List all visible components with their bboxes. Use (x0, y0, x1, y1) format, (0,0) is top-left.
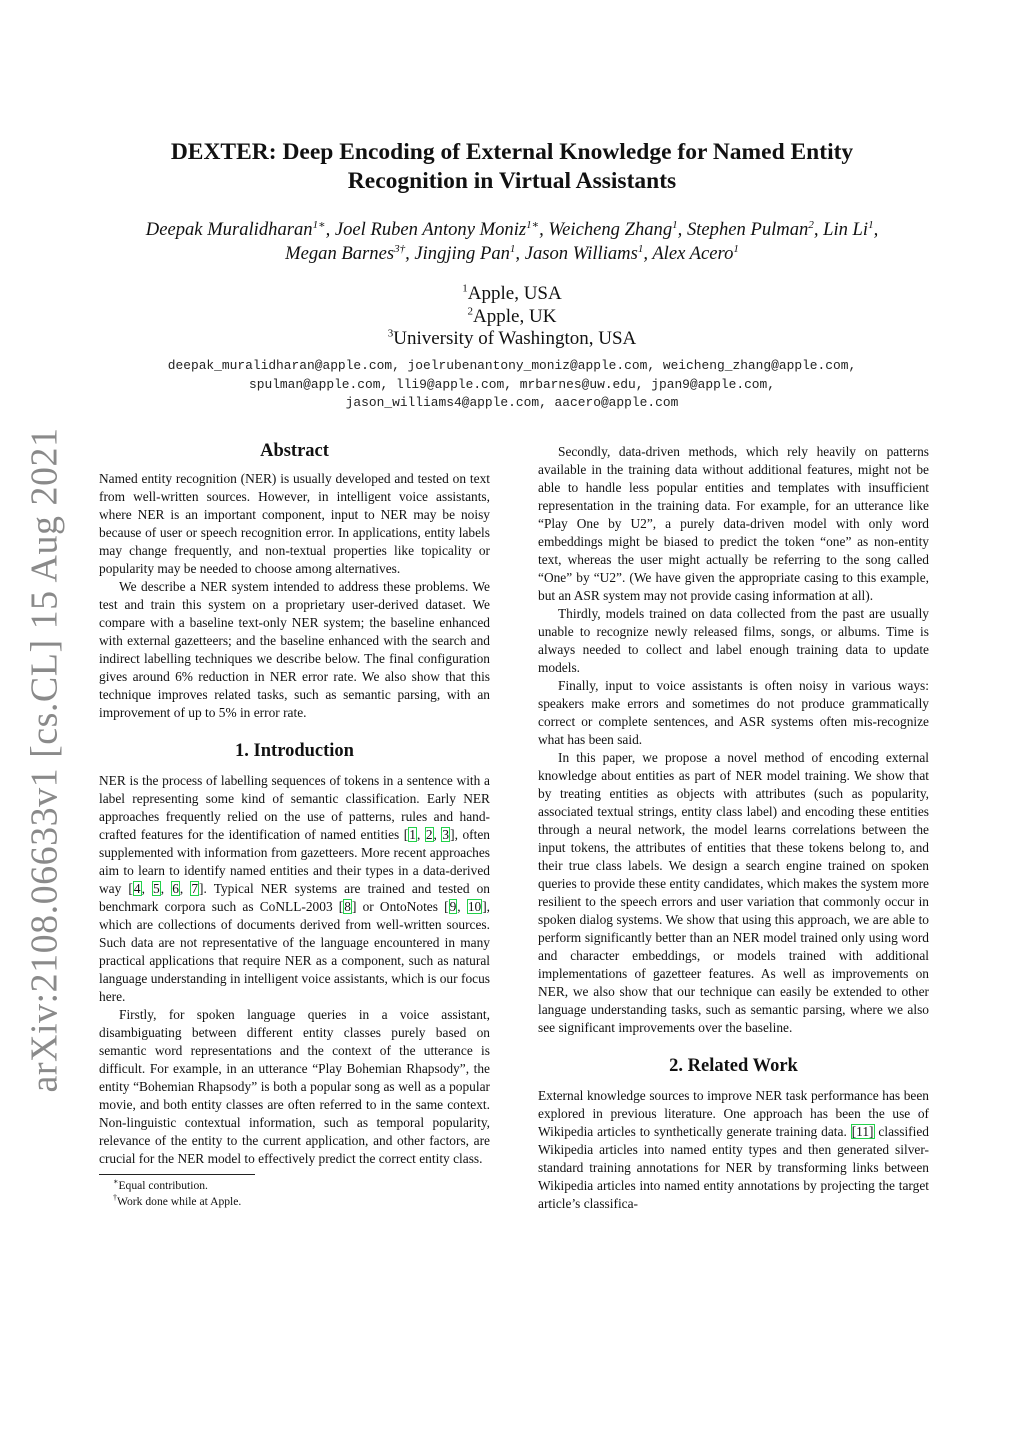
citation-link[interactable]: 6 (172, 881, 179, 896)
author-sep: , (515, 243, 525, 264)
related-work-heading: 2. Related Work (669, 1056, 798, 1076)
abstract-paragraph: Named entity recognition (NER) is usually developed and tested on text from well-written sources. However, in intelligent voice assistants, where NER is an important component, input to NER may be noisy because of user or speech recognition error. In applications, entity labels may change frequently, and non-textual properties like topicality or popularity may be needed to choose among alternatives. (99, 471, 490, 576)
author-mark: 1∗ (312, 218, 326, 231)
intro-paragraph: In this paper, we propose a novel method of encoding external knowledge about entities as part of NER model training. We show that by treating entities as objects with attributes (such as popularity, associated textual strings, entity class label) and encoding these entities through a neural network, the model learns correlations between the input tokens, the attributes of entities that these tokens belong to, and their true class labels. We design a search engine trained on spoken queries to provide these entity candidates, which makes the system more resilient to the speech errors and user variation that commonly occur in spoken dialog systems. We show that using this approach, we are able to perform significantly better than an NER model trained only using word and character embeddings, or models trained with additional implementations of gazetteer features. As well as improvements on NER, we also show that our technique can easily be extended to other language understanding tasks, such as semantic parsing, where we also see significant improvements over the baseline. (538, 750, 929, 1035)
affiliation-mark: 1 (462, 282, 468, 295)
author-sep: , (539, 219, 549, 240)
author-mark: 1 (733, 242, 739, 255)
author-mark: 3† (394, 242, 406, 255)
citation-link[interactable]: 4 (133, 881, 141, 896)
text-run: NER is the process of labelling sequences of tokens in a sentence with a label representing some kind of semantic classification. Early NER approaches frequently relied on the use of patterns, rules and hand-crafted features for the identification of named entities [ (99, 773, 490, 842)
footnote (113, 1194, 490, 1210)
author-list (80, 218, 944, 266)
author-mark: 1 (672, 218, 678, 231)
left-column (99, 440, 490, 1210)
email-list (80, 357, 944, 413)
affiliation-text: Apple, USA (467, 283, 562, 304)
text-run: ], which are collections of documents derived from well-written sources. Such data are not representative of the language encountered in many practical applications that require NER as a component, such as natural language understanding in intelligent voice assistants, which is our focus here. (99, 899, 491, 1004)
affiliation-mark: 2 (467, 305, 474, 318)
arxiv-stamp-text: arXiv:2108.06633v1 [cs.CL] 15 Aug 2021 (23, 427, 66, 1093)
footnote-text: Equal contribution. (118, 1179, 208, 1192)
author-sep: , (813, 219, 824, 240)
affiliation (100, 328, 924, 351)
citation-link[interactable]: 1 (409, 827, 416, 842)
author-name: Joel Ruben Antony Moniz (334, 219, 527, 240)
author-name: Alex Acero (652, 243, 734, 264)
email-line: jason_williams4@apple.com, aacero@apple.com (345, 395, 679, 410)
author-name: Jingjing Pan (414, 243, 510, 264)
arxiv-stamp (14, 427, 74, 1093)
related-work-paragraph (538, 1087, 929, 1213)
author-name: Megan Barnes (285, 243, 395, 264)
footnote-rule (99, 1174, 255, 1175)
text-run: ] or OntoNotes [ (351, 899, 449, 914)
author-sep: , (325, 219, 335, 240)
author-line-1 (80, 218, 944, 242)
author-sep: , (677, 219, 687, 240)
affiliation-text: University of Washington, USA (393, 328, 637, 349)
footnote (113, 1178, 490, 1194)
author-name: Weicheng Zhang (548, 219, 673, 240)
intro-paragraph: Firstly, for spoken language queries in a voice assistant, disambiguating between different entity classes purely based on semantic word representations and the context of the utterance is difficult. For example, in an utterance “Play Bohemian Rhapsody”, the entity “Bohemian Rhapsody” is both a popular song as well as a popular movie, and both entity classes are often referred to in the same context. Non-linguistic contextual information, such as temporal popularity, relevance of the entity to the current application, and other factors, are crucial for the NER model to effectively predict the correct entity class. (99, 1007, 490, 1166)
footnote-mark: ∗ (113, 1177, 119, 1187)
intro-paragraph: NER is the process of labelling sequences of tokens in a sentence with a label representing some kind of semantic classification. Early NER approaches frequently relied on the use of patterns, rules and hand-crafted features for the identification of named entities [1, 2, 3], often supplemented with information from gazetteers. More recent approaches aim to learn to identify named entities and their types in a data-derived way [4, 5, 6, 7]. Typical NER systems are trained and tested on benchmark corpora such as CoNLL-2003 [8] or OntoNotes [9, 10], which are collections of documents derived from well-written sources. Such data are not representative of the language encountered in many practical applications that require NER as a component, such as natural language understanding in intelligent voice assistants, which is our focus here. (99, 773, 491, 1004)
text-run: ]. Typical NER systems are trained and tested on benchmark corpora such as CoNLL-2003 [ (99, 881, 491, 914)
text-run: ], often supplemented with information from gazetteers. More recent approaches aim to learn to identify named entities and their types in a data-derived way [ (99, 827, 490, 896)
footnote-text: Work done while at Apple. (117, 1195, 242, 1208)
text-run: classified Wikipedia articles into named entity types and then generated silver-standard training annotations for NER by transforming links between Wikipedia articles into named entity annotations by projecting the target article’s classifica- (538, 1124, 929, 1211)
author-mark: 1 (637, 242, 644, 255)
citation-link[interactable]: 2 (425, 827, 433, 842)
right-column (538, 443, 929, 1213)
author-mark: 1 (868, 218, 874, 231)
citation-link[interactable]: 9 (449, 899, 457, 914)
affiliation-mark: 3 (387, 327, 394, 340)
author-line-2 (80, 242, 944, 266)
intro-paragraph: Secondly, data-driven methods, which rely heavily on patterns available in the training data without additional features, might not be able to handle less popular entities and templates with insufficient representation in the training data. For example, for an utterance like “Play One by U2”, a purely data-driven model with only word embeddings might be biased to predict the token “one” as non-entity text, whereas the user might actually be referring to the song called “One” by “U2”. (We have given the appropriate casing to this example, but an ASR system may not provide casing information at all). (538, 444, 929, 603)
affiliation (100, 306, 924, 329)
author-mark: 1∗ (526, 218, 540, 231)
author-sep: , (643, 243, 653, 264)
author-name: Jason Williams (524, 243, 638, 264)
intro-paragraph: Finally, input to voice assistants is often noisy in various ways: speakers make errors and sometimes do not produce grammatically correct or complete sentences, and ASR systems often mis-recognize what has been said. (538, 678, 929, 747)
affiliation-text: Apple, UK (473, 305, 557, 327)
affiliations (100, 283, 924, 351)
citation-link[interactable]: 10 (467, 899, 482, 914)
intro-paragraph: Thirdly, models trained on data collected from the past are usually unable to recognize newly released films, songs, or albums. Time is always needed to collect and label enough training data to update models. (538, 606, 929, 675)
citation-link[interactable]: 8 (344, 899, 351, 914)
introduction-heading: 1. Introduction (235, 741, 354, 761)
abstract-paragraph: We describe a NER system intended to address these problems. We test and train this system on a proprietary user-derived dataset. We compare with a baseline text-only NER system; the baseline enhanced with external gazetteers; and the baseline enhanced with the search and indirect labelling techniques we describe below. The final configuration gives around 6% reduction in NER error rate. We also show that this technique improves related tasks, such as semantic parsing, with an improvement of up to 5% in error rate. (99, 579, 490, 720)
author-name: Deepak Muralidharan (145, 219, 313, 240)
email-line: spulman@apple.com, lli9@apple.com, mrbarnes@uw.edu, jpan9@apple.com, (248, 376, 776, 392)
paper-title (100, 138, 924, 196)
citation-link[interactable]: 7 (191, 881, 199, 896)
email-line: deepak_muralidharan@apple.com, joelrubenantony_moniz@apple.com, weicheng_zhang@apple.com, (167, 358, 857, 373)
author-name: Stephen Pulman (686, 219, 809, 240)
author-sep: , (873, 219, 879, 240)
author-mark: 1 (509, 242, 516, 255)
abstract-heading: Abstract (260, 441, 329, 461)
title-line-2: Recognition in Virtual Assistants (347, 168, 677, 194)
text-run: External knowledge sources to improve NER task performance has been explored in previous literature. One approach has been the use of Wikipedia articles to synthetically generate training data. (538, 1088, 929, 1139)
citation-link[interactable]: [11] (851, 1124, 874, 1139)
author-name: Lin Li (823, 219, 869, 240)
citation-link[interactable]: 3 (442, 827, 450, 842)
affiliation (100, 283, 924, 306)
author-mark: 2 (808, 218, 814, 231)
title-line-1: DEXTER: Deep Encoding of External Knowledge for Named Entity (170, 139, 854, 165)
footnote-mark: † (113, 1193, 117, 1203)
author-sep: , (405, 243, 415, 264)
citation-link[interactable]: 5 (153, 881, 160, 896)
